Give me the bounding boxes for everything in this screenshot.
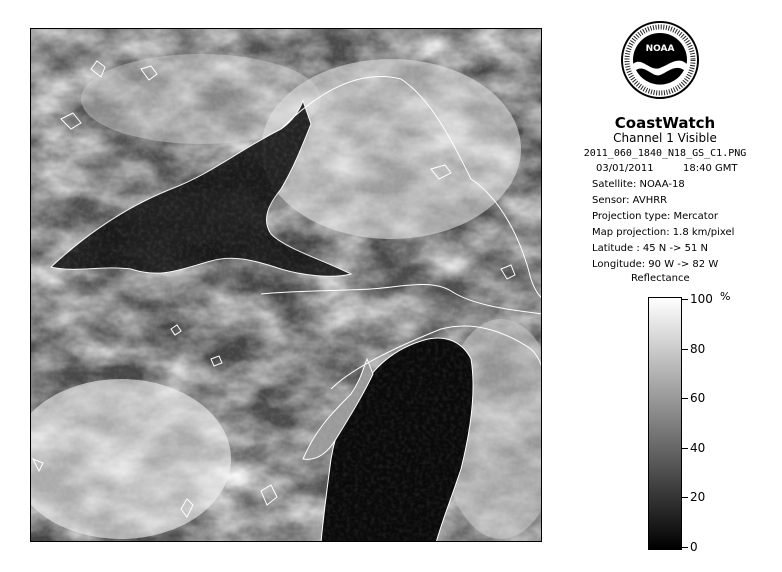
colorbar-tick-label: 100 <box>690 292 713 306</box>
channel-label: Channel 1 Visible <box>613 131 717 145</box>
colorbar-tick-label: 80 <box>690 342 706 356</box>
colorbar-tick-label: 20 <box>690 490 706 504</box>
latitude-label: Latitude : 45 N -> 51 N <box>592 243 708 254</box>
filename-label: 2011_060_1840_N18_GS_C1.PNG <box>583 148 747 159</box>
colorbar-tick <box>682 497 688 498</box>
noaa-logo-text: NOAA <box>645 44 675 54</box>
colorbar-tick-label: 0 <box>690 540 698 554</box>
map-projection-label: Map projection: 1.8 km/pixel <box>592 227 735 238</box>
satellite-scene <box>31 29 542 542</box>
colorbar-tick <box>682 299 688 300</box>
projection-type-label: Projection type: Mercator <box>592 211 718 222</box>
colorbar-label: Reflectance <box>631 273 690 284</box>
date-label: 03/01/2011 <box>596 163 654 174</box>
time-label: 18:40 GMT <box>683 163 738 174</box>
panel-title: CoastWatch <box>614 114 716 132</box>
longitude-label: Longitude: 90 W -> 82 W <box>592 259 719 270</box>
noaa-logo <box>620 20 700 100</box>
colorbar-tick-label: 60 <box>690 391 706 405</box>
colorbar-tick <box>682 448 688 449</box>
colorbar-tick-label: 40 <box>690 441 706 455</box>
colorbar-tick <box>682 398 688 399</box>
satellite-label: Satellite: NOAA-18 <box>592 179 685 190</box>
colorbar-tick <box>682 349 688 350</box>
colorbar-unit: % <box>720 290 731 303</box>
colorbar-tick <box>682 547 688 548</box>
sensor-label: Sensor: AVHRR <box>592 195 668 206</box>
reflectance-colorbar <box>648 297 682 550</box>
satellite-image <box>30 28 542 542</box>
